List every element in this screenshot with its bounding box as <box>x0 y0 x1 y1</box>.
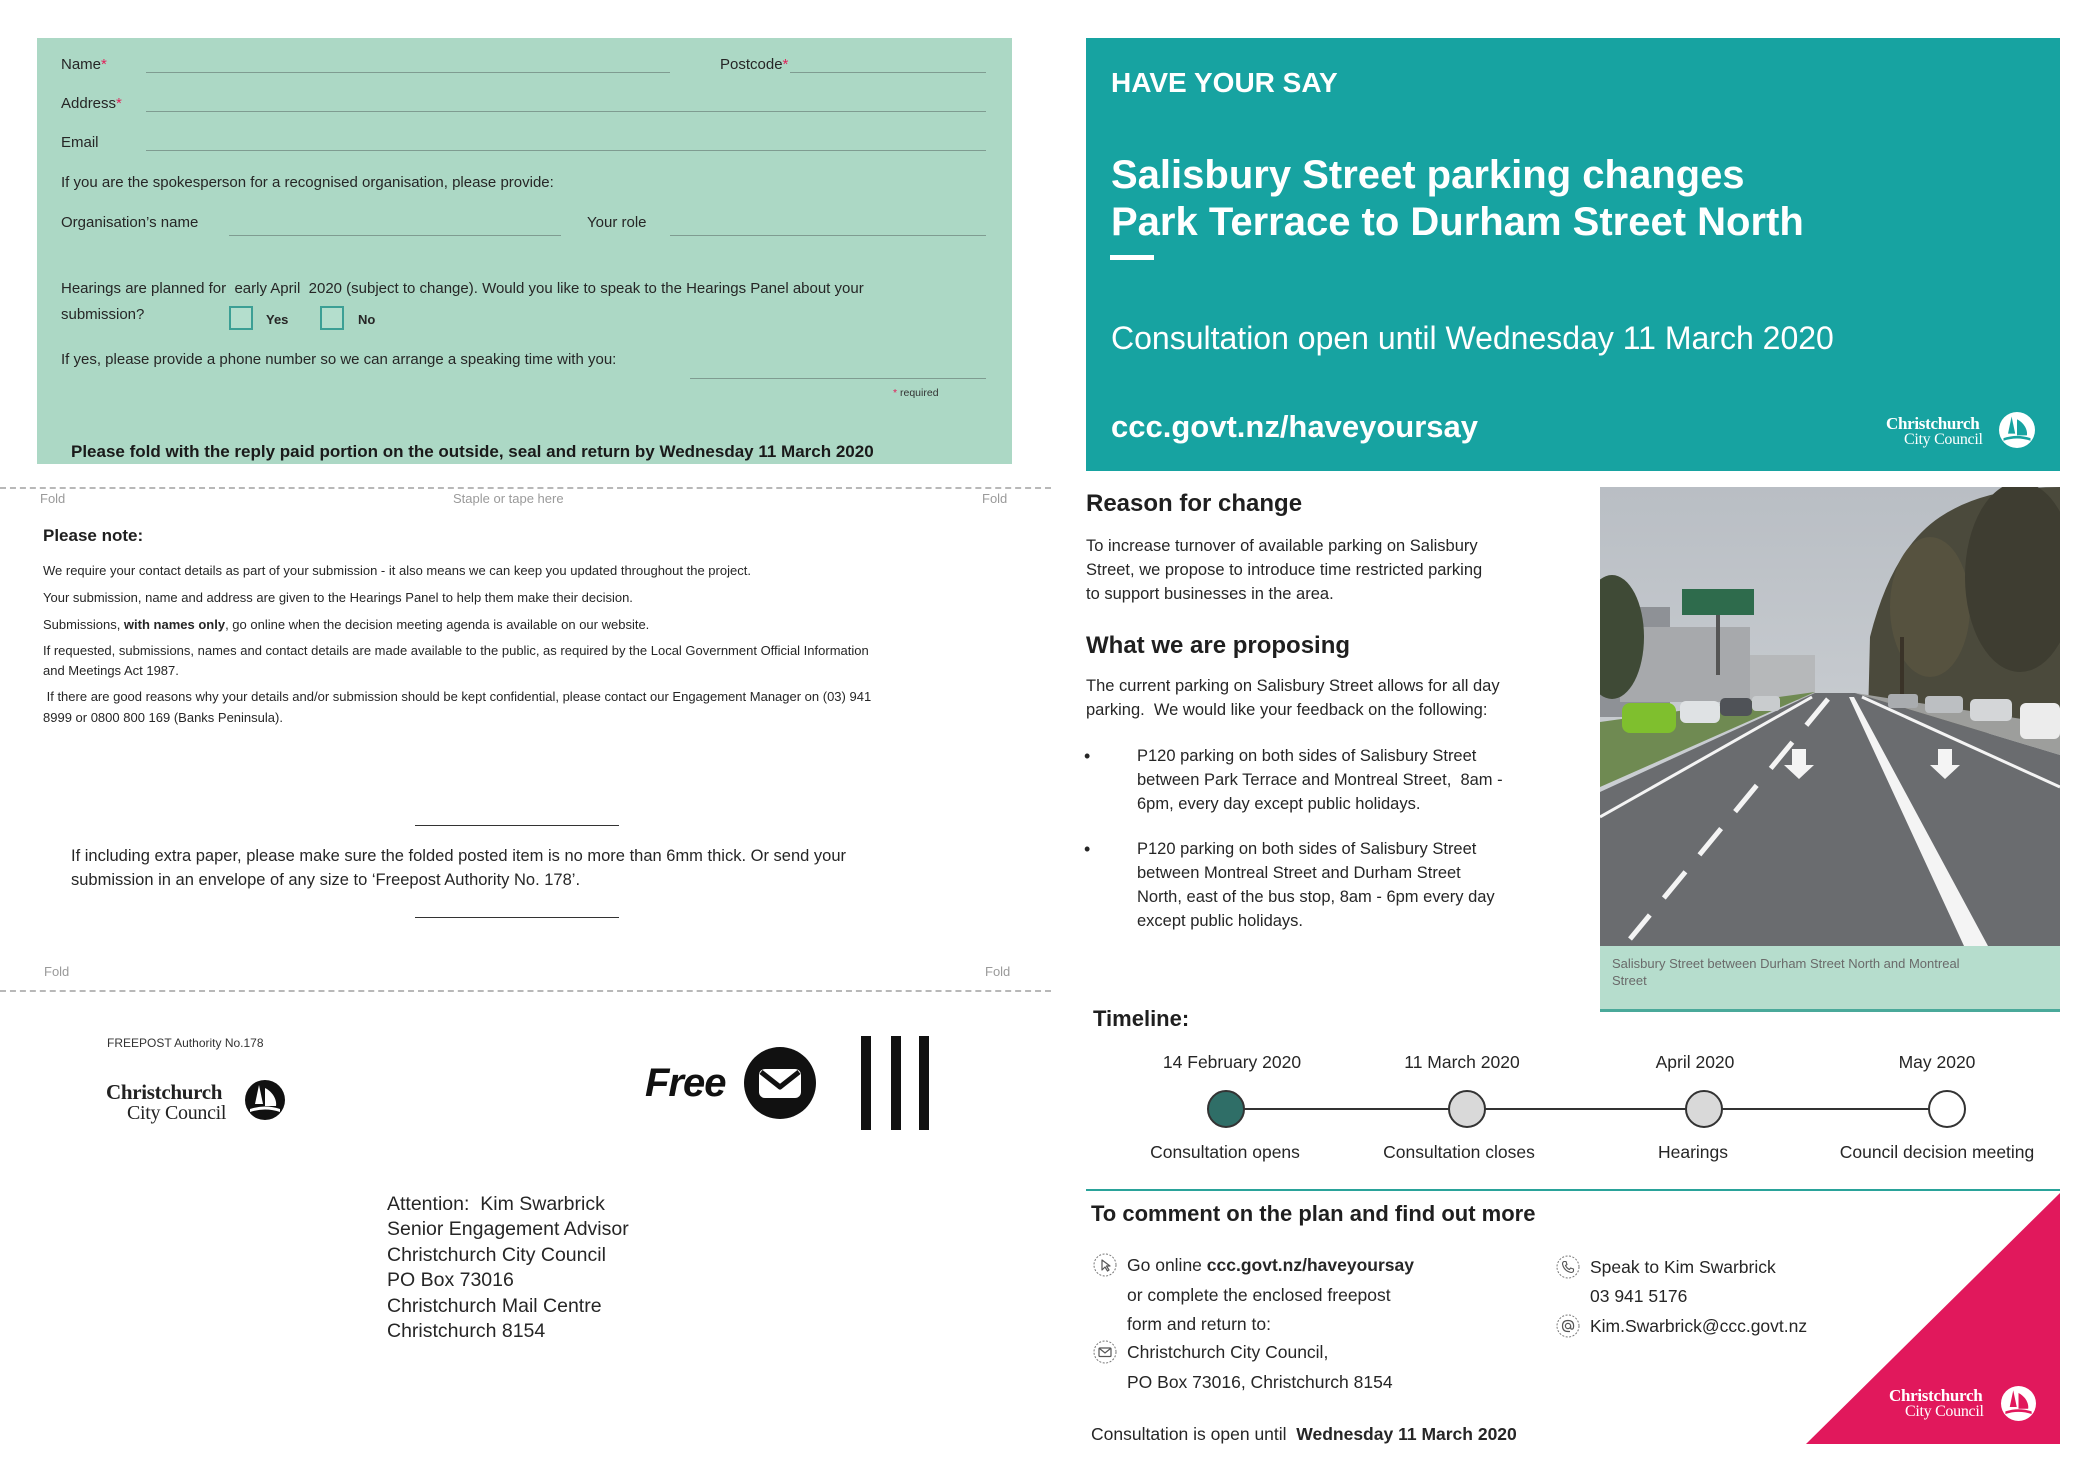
timeline-label: Council decision meeting <box>1839 1142 2035 1162</box>
banner-title-line2: Park Terrace to Durham Street North <box>1111 200 1804 244</box>
spokesperson-text: If you are the spokesperson for a recognised organisation, please provide: <box>61 174 554 191</box>
address-line: Attention: Kim Swarbrick <box>387 1193 605 1215</box>
hearings-text-line1: Hearings are planned for early April 2020 (subject to change). Would you like to speak to the Hearings Panel about your <box>61 280 864 297</box>
address-label <box>61 94 122 113</box>
required-star: * <box>782 56 789 73</box>
postcode-field[interactable] <box>790 72 986 73</box>
timeline-label: Hearings <box>1657 1142 1729 1162</box>
postcode-label <box>720 55 788 74</box>
note-text: Submissions, <box>43 617 124 632</box>
reason-heading: Reason for change <box>1086 490 1303 517</box>
fold-line-top <box>0 487 1051 489</box>
bullet1-line: between Park Terrace and Montreal Street, 8am - <box>1137 771 1503 789</box>
bullet2-line: North, east of the bus stop, 8am - 6pm every day <box>1137 888 1495 906</box>
contact-phone: 03 941 5176 <box>1590 1286 1688 1306</box>
title-underline <box>1110 255 1154 260</box>
hearing-no-checkbox[interactable] <box>320 306 344 330</box>
note-line: If requested, submissions, names and contact details are made available to the public, as required by the Local Government Official Information <box>43 643 869 658</box>
name-field[interactable] <box>146 72 670 73</box>
note-line: 8999 or 0800 800 169 (Banks Peninsula). <box>43 710 283 725</box>
timeline-date: April 2020 <box>1655 1052 1735 1072</box>
comment-line: or complete the enclosed freepost <box>1127 1285 1391 1305</box>
note-line: We require your contact details as part of your submission - it also means we can keep you updated throughout the project. <box>43 563 751 578</box>
comment-line: Christchurch City Council, <box>1127 1342 1329 1362</box>
timeline-marker <box>1685 1090 1723 1128</box>
reason-line: To increase turnover of available parking on Salisbury <box>1086 537 1478 555</box>
contact-email: Kim.Swarbrick@ccc.govt.nz <box>1590 1316 1808 1336</box>
postcode-label-text: Postcode <box>720 56 783 73</box>
note-line: and Meetings Act 1987. <box>43 663 179 678</box>
required-star: * <box>893 387 898 399</box>
corner-logo-line1: Christchurch <box>1889 1386 1983 1405</box>
email-field[interactable] <box>146 150 986 151</box>
bullet2-line: except public holidays. <box>1137 912 1304 930</box>
timeline-label: Consultation opens <box>1150 1142 1300 1162</box>
reason-line: to support businesses in the area. <box>1086 585 1334 603</box>
council-logo-line2: City Council <box>127 1102 227 1124</box>
fold-label-right: Fold <box>982 491 1008 506</box>
fold-line-bottom <box>0 990 1051 992</box>
timeline-date: 14 February 2020 <box>1162 1052 1302 1072</box>
photo-caption <box>1600 946 2060 1012</box>
fold-label-left: Fold <box>44 964 70 979</box>
required-note <box>893 387 939 400</box>
required-star: * <box>116 95 122 112</box>
submission-form <box>37 38 1012 464</box>
organisation-label: Organisation’s name <box>61 214 199 231</box>
timeline-marker <box>1928 1090 1966 1128</box>
council-emblem-icon <box>245 1080 285 1120</box>
timeline-marker <box>1448 1090 1486 1128</box>
banner-title-line1: Salisbury Street parking changes <box>1111 153 1745 197</box>
timeline-label: Consultation closes <box>1383 1142 1535 1162</box>
required-note-text: required <box>897 387 939 399</box>
corner-logo-line2: City Council <box>1905 1403 1984 1420</box>
footer-prefix: Consultation is open until <box>1091 1424 1297 1444</box>
address-field[interactable] <box>146 111 986 112</box>
required-star: * <box>101 56 107 73</box>
council-emblem-icon <box>1999 412 2035 448</box>
role-field[interactable] <box>670 235 986 236</box>
note-text: , go online when the decision meeting agenda is available on our website. <box>225 617 650 632</box>
hearing-no-label: No <box>358 312 376 327</box>
address-line: Christchurch City Council <box>387 1244 606 1266</box>
comment-line: form and return to: <box>1127 1314 1271 1334</box>
section-divider <box>1086 1189 2060 1191</box>
hearing-yes-label: Yes <box>266 312 289 327</box>
street-photo-image <box>1600 487 2060 946</box>
bullet2-line: P120 parking on both sides of Salisbury Street <box>1137 840 1477 858</box>
banner-url: ccc.govt.nz/haveyoursay <box>1111 409 1478 444</box>
phone-request-text: If yes, please provide a phone number so we can arrange a speaking time with you: <box>61 351 617 368</box>
footer-date: Wednesday 11 March 2020 <box>1296 1424 1517 1444</box>
freepost-envelope-icon <box>744 1047 816 1119</box>
note-line: If there are good reasons why your details and/or submission should be kept confidential, please contact our Engagement Manager on (03) 941 <box>43 689 872 704</box>
address-line: PO Box 73016 <box>387 1269 514 1291</box>
comment-heading: To comment on the plan and find out more <box>1091 1201 1536 1226</box>
note-line: Your submission, name and address are given to the Hearings Panel to help them make their decision. <box>43 590 633 605</box>
bullet2-line: between Montreal Street and Durham Street <box>1137 864 1461 882</box>
bullet-marker: • <box>1084 746 1091 766</box>
council-logo-line1: Christchurch <box>106 1080 223 1104</box>
timeline-date: 11 March 2020 <box>1404 1052 1520 1072</box>
barcode-bar <box>861 1036 871 1130</box>
comment-online-line <box>1127 1254 1414 1276</box>
timeline-track <box>1226 1108 1947 1110</box>
divider-rule <box>415 917 619 918</box>
timeline-date: May 2020 <box>1898 1052 1976 1072</box>
bullet1-line: P120 parking on both sides of Salisbury Street <box>1137 747 1477 765</box>
hearings-text-line2: submission? <box>61 306 145 323</box>
phone-icon <box>1556 1255 1580 1279</box>
web-cursor-icon <box>1093 1253 1117 1277</box>
phone-field[interactable] <box>690 378 986 379</box>
banner-subtitle: Consultation open until Wednesday 11 March 2020 <box>1111 320 1834 356</box>
mail-icon <box>1093 1340 1117 1364</box>
staple-label: Staple or tape here <box>453 491 564 506</box>
address-line: Senior Engagement Advisor <box>387 1218 629 1240</box>
role-label: Your role <box>587 214 647 231</box>
photo-caption-line2: Street <box>1612 973 1647 988</box>
council-emblem-icon <box>2001 1386 2036 1421</box>
address-label-text: Address <box>61 95 117 112</box>
extra-paper-line1: If including extra paper, please make sure the folded posted item is no more than 6mm thick. Or send your <box>71 847 846 865</box>
proposing-line: The current parking on Salisbury Street allows for all day <box>1086 677 1500 695</box>
street-photo <box>1600 487 2060 946</box>
note-line <box>43 617 649 633</box>
barcode-bar <box>891 1036 901 1130</box>
banner-logo-line2: City Council <box>1904 431 1983 448</box>
proposing-line: parking. We would like your feedback on the following: <box>1086 701 1488 719</box>
barcode-bar <box>919 1036 929 1130</box>
contact-speak: Speak to Kim Swarbrick <box>1590 1257 1776 1277</box>
divider-rule <box>415 825 619 826</box>
reason-line: Street, we propose to introduce time restricted parking <box>1086 561 1483 579</box>
timeline-heading: Timeline: <box>1093 1006 1190 1031</box>
fold-label-right: Fold <box>985 964 1011 979</box>
consultation-footer <box>1091 1423 1517 1445</box>
online-url: ccc.govt.nz/haveyoursay <box>1206 1255 1414 1275</box>
email-at-icon <box>1556 1314 1580 1338</box>
name-label <box>61 55 107 74</box>
extra-paper-line2: submission in an envelope of any size to ‘Freepost Authority No. 178’. <box>71 871 581 889</box>
address-line: Christchurch 8154 <box>387 1320 546 1342</box>
have-your-say-banner <box>1086 38 2060 471</box>
photo-caption-line1: Salisbury Street between Durham Street North and Montreal <box>1612 956 1960 971</box>
bullet-marker: • <box>1084 839 1091 859</box>
fold-label-left: Fold <box>40 491 66 506</box>
address-line: Christchurch Mail Centre <box>387 1295 602 1317</box>
name-label-text: Name <box>61 56 102 73</box>
online-prefix: Go online <box>1127 1255 1207 1275</box>
note-bold-text: with names only <box>123 617 226 632</box>
free-label: Free <box>645 1061 726 1105</box>
organisation-field[interactable] <box>229 235 561 236</box>
banner-logo-line1: Christchurch <box>1886 414 1980 433</box>
comment-line: PO Box 73016, Christchurch 8154 <box>1127 1372 1393 1392</box>
email-label: Email <box>61 134 99 151</box>
notes-heading: Please note: <box>43 526 144 545</box>
banner-kicker: HAVE YOUR SAY <box>1111 67 1338 98</box>
fold-instruction: Please fold with the reply paid portion on the outside, seal and return by Wednesday 11 March 2020 <box>71 442 874 461</box>
bullet1-line: 6pm, every day except public holidays. <box>1137 795 1421 813</box>
hearing-yes-checkbox[interactable] <box>229 306 253 330</box>
proposing-heading: What we are proposing <box>1086 632 1351 659</box>
freepost-authority: FREEPOST Authority No.178 <box>107 1036 264 1050</box>
timeline-marker <box>1207 1090 1245 1128</box>
